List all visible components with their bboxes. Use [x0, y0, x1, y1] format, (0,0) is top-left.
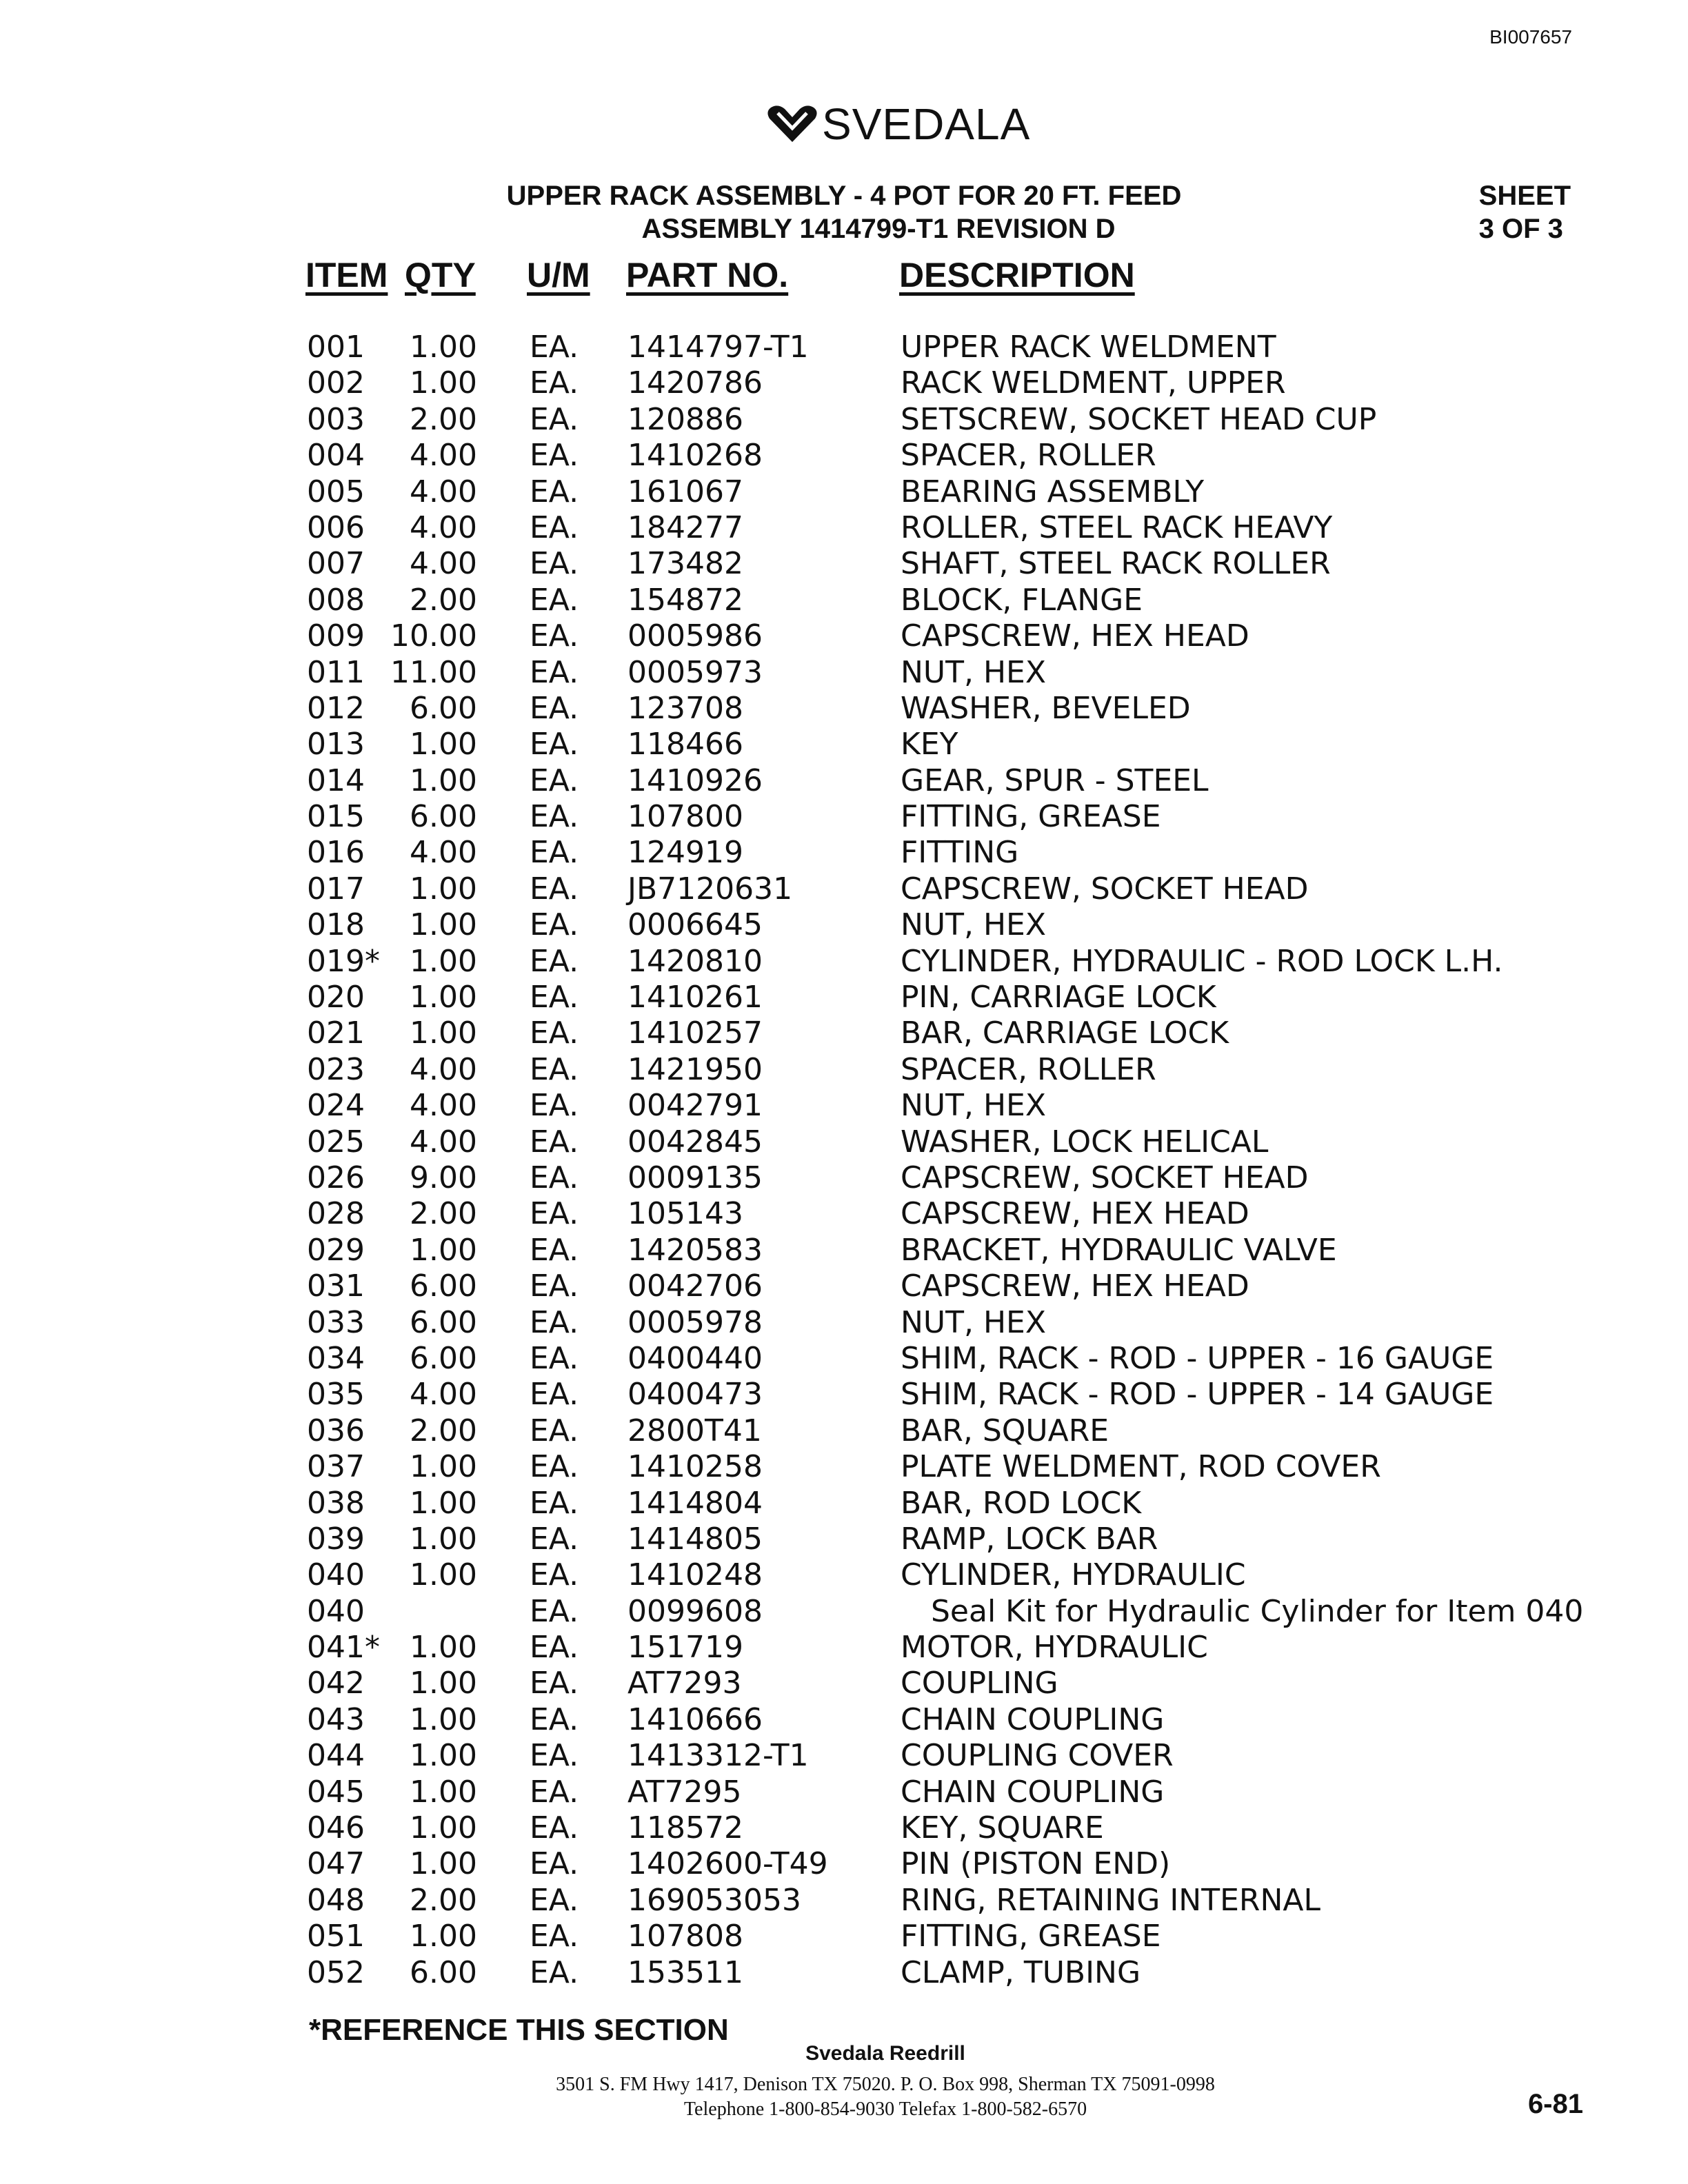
table-row	[0, 1557, 1688, 1593]
table-row	[0, 402, 1688, 438]
item-description: WASHER, BEVELED	[901, 690, 1191, 726]
item-unit: EA.	[530, 690, 579, 726]
item-part-number: 1410248	[627, 1557, 763, 1593]
item-number: 017	[307, 871, 365, 907]
table-row	[0, 1919, 1688, 1954]
item-quantity: 1.00	[410, 1015, 477, 1051]
item-number: 043	[307, 1701, 365, 1737]
table-row	[0, 763, 1688, 799]
item-unit: EA.	[530, 1593, 579, 1629]
table-row	[0, 1883, 1688, 1919]
item-part-number: 123708	[627, 690, 743, 726]
item-description: BAR, CARRIAGE LOCK	[901, 1015, 1229, 1051]
item-description: GEAR, SPUR - STEEL	[901, 762, 1209, 798]
sheet-count: 3 OF 3	[1478, 214, 1563, 244]
item-part-number: 0099608	[627, 1593, 763, 1629]
item-part-number: 107808	[627, 1919, 743, 1954]
table-row	[0, 546, 1688, 582]
item-unit: EA.	[530, 1449, 579, 1485]
item-part-number: 107800	[627, 799, 743, 835]
item-number: 004	[307, 438, 365, 474]
item-description: PLATE WELDMENT, ROD COVER	[901, 1449, 1381, 1485]
company-name: Svedala Reedrill	[805, 2042, 965, 2065]
item-unit: EA.	[530, 1413, 579, 1448]
table-row	[0, 438, 1688, 474]
item-unit: EA.	[530, 330, 579, 365]
item-number: 026	[307, 1160, 365, 1195]
svedala-heart-logo-icon	[765, 103, 819, 145]
item-description: CAPSCREW, SOCKET HEAD	[901, 871, 1309, 907]
item-description: KEY	[901, 727, 958, 762]
item-part-number: 1410261	[627, 980, 763, 1015]
item-quantity: 1.00	[410, 1810, 477, 1846]
item-unit: EA.	[530, 1810, 579, 1846]
table-row	[0, 1052, 1688, 1088]
table-row	[0, 980, 1688, 1015]
item-quantity: 4.00	[410, 546, 477, 582]
item-part-number: 0005978	[627, 1304, 763, 1340]
item-number: 003	[307, 401, 365, 437]
item-number: 047	[307, 1846, 365, 1882]
item-unit: EA.	[530, 1666, 579, 1701]
item-number: 039	[307, 1521, 365, 1557]
table-row	[0, 944, 1688, 980]
table-row	[0, 1377, 1688, 1413]
item-unit: EA.	[530, 509, 579, 545]
assembly-title	[0, 179, 1688, 245]
item-number: 001	[307, 330, 365, 365]
item-unit: EA.	[530, 835, 579, 871]
item-description: RAMP, LOCK BAR	[901, 1521, 1158, 1557]
item-part-number: 2800T41	[627, 1413, 762, 1448]
item-unit: EA.	[530, 1521, 579, 1557]
item-number: 031	[307, 1268, 365, 1304]
item-quantity: 1.00	[410, 330, 477, 365]
item-unit: EA.	[530, 980, 579, 1015]
item-quantity: 6.00	[410, 1304, 477, 1340]
header-um: U/M	[527, 256, 590, 294]
item-description: CAPSCREW, HEX HEAD	[901, 618, 1249, 654]
item-number: 046	[307, 1810, 365, 1846]
item-unit: EA.	[530, 1919, 579, 1954]
item-unit: EA.	[530, 365, 579, 401]
item-number: 029	[307, 1232, 365, 1268]
item-description: CHAIN COUPLING	[901, 1701, 1165, 1737]
table-row	[0, 1775, 1688, 1810]
item-description: SHIM, RACK - ROD - UPPER - 16 GAUGE	[901, 1340, 1494, 1376]
item-number: 002	[307, 365, 365, 401]
item-number: 015	[307, 799, 365, 835]
item-part-number: 1421950	[627, 1051, 763, 1087]
item-part-number: AT7293	[627, 1666, 742, 1701]
item-description: NUT, HEX	[901, 907, 1046, 943]
item-number: 006	[307, 509, 365, 545]
item-description: WASHER, LOCK HELICAL	[901, 1124, 1269, 1160]
item-number: 052	[307, 1954, 365, 1990]
table-row	[0, 330, 1688, 365]
item-part-number: 120886	[627, 401, 743, 437]
item-part-number: 154872	[627, 582, 743, 618]
item-part-number: 153511	[627, 1954, 743, 1990]
item-quantity: 1.00	[410, 980, 477, 1015]
item-unit: EA.	[530, 1630, 579, 1666]
item-number: 051	[307, 1919, 365, 1954]
item-part-number: 0005986	[627, 618, 763, 654]
item-unit: EA.	[530, 1701, 579, 1737]
item-unit: EA.	[530, 401, 579, 437]
item-part-number: 1410268	[627, 438, 763, 474]
item-description: COUPLING	[901, 1666, 1058, 1701]
item-part-number: 1420786	[627, 365, 763, 401]
item-unit: EA.	[530, 618, 579, 654]
table-row	[0, 727, 1688, 762]
item-quantity: 9.00	[410, 1160, 477, 1195]
table-row	[0, 1160, 1688, 1196]
item-unit: EA.	[530, 1124, 579, 1160]
item-part-number: 169053053	[627, 1882, 801, 1918]
item-description: CYLINDER, HYDRAULIC	[901, 1557, 1246, 1593]
brand-logo	[765, 97, 1030, 152]
item-quantity: 6.00	[410, 1340, 477, 1376]
item-number: 035	[307, 1377, 365, 1413]
item-part-number: 1414805	[627, 1521, 763, 1557]
item-description: CAPSCREW, SOCKET HEAD	[901, 1160, 1309, 1195]
item-number: 044	[307, 1738, 365, 1774]
item-part-number: 173482	[627, 546, 743, 582]
company-address	[41, 2072, 1688, 2122]
table-row	[0, 835, 1688, 871]
item-part-number: 118466	[627, 727, 743, 762]
item-quantity: 4.00	[410, 474, 477, 509]
item-quantity: 1.00	[410, 1557, 477, 1593]
table-row	[0, 618, 1688, 654]
item-quantity: 1.00	[410, 1919, 477, 1954]
item-part-number: 0042845	[627, 1124, 763, 1160]
table-row	[0, 1666, 1688, 1701]
item-number: 021	[307, 1015, 365, 1051]
item-number: 041*	[307, 1630, 380, 1666]
item-unit: EA.	[530, 1485, 579, 1521]
item-number: 038	[307, 1485, 365, 1521]
item-quantity: 1.00	[410, 1701, 477, 1737]
item-part-number: 105143	[627, 1196, 743, 1232]
item-description: COUPLING COVER	[901, 1738, 1174, 1774]
address-line-1: 3501 S. FM Hwy 1417, Denison TX 75020. P. O. Box 998, Sherman TX 75091-0998	[556, 2074, 1215, 2095]
item-part-number: 1420583	[627, 1232, 763, 1268]
item-part-number: 1420810	[627, 943, 763, 979]
item-unit: EA.	[530, 582, 579, 618]
item-description: FITTING, GREASE	[901, 799, 1161, 835]
address-line-2: Telephone 1-800-854-9030 Telefax 1-800-582-6570	[683, 2099, 1087, 2120]
table-row	[0, 1846, 1688, 1882]
table-row	[0, 1810, 1688, 1846]
item-quantity: 1.00	[410, 943, 477, 979]
item-unit: EA.	[530, 907, 579, 943]
item-unit: EA.	[530, 943, 579, 979]
table-row	[0, 655, 1688, 691]
item-number: 033	[307, 1304, 365, 1340]
item-description: PIN, CARRIAGE LOCK	[901, 980, 1216, 1015]
item-description: NUT, HEX	[901, 1304, 1046, 1340]
item-quantity: 2.00	[410, 1196, 477, 1232]
item-quantity: 1.00	[410, 1449, 477, 1485]
table-row	[0, 1268, 1688, 1304]
item-quantity: 1.00	[410, 762, 477, 798]
item-quantity: 1.00	[410, 1738, 477, 1774]
item-description: BRACKET, HYDRAULIC VALVE	[901, 1232, 1337, 1268]
table-row	[0, 1196, 1688, 1232]
item-quantity: 2.00	[410, 1413, 477, 1448]
page-number: 6-81	[1527, 2089, 1583, 2119]
item-part-number: 1410666	[627, 1701, 763, 1737]
item-number: 011	[307, 654, 365, 690]
item-part-number: 1414804	[627, 1485, 763, 1521]
item-description: NUT, HEX	[901, 1088, 1046, 1124]
item-quantity: 1.00	[410, 1232, 477, 1268]
item-description: KEY, SQUARE	[901, 1810, 1104, 1846]
item-number: 042	[307, 1666, 365, 1701]
item-description: ROLLER, STEEL RACK HEAVY	[901, 509, 1333, 545]
item-description: MOTOR, HYDRAULIC	[901, 1630, 1208, 1666]
item-number: 014	[307, 762, 365, 798]
item-quantity: 10.00	[390, 618, 477, 654]
item-part-number: 184277	[627, 509, 743, 545]
item-quantity: 4.00	[410, 438, 477, 474]
item-part-number: 1414797-T1	[627, 330, 809, 365]
item-unit: EA.	[530, 546, 579, 582]
item-quantity: 1.00	[410, 727, 477, 762]
item-unit: EA.	[530, 438, 579, 474]
item-description: SHIM, RACK - ROD - UPPER - 14 GAUGE	[901, 1377, 1494, 1413]
item-description: BAR, ROD LOCK	[901, 1485, 1142, 1521]
item-quantity: 1.00	[410, 1521, 477, 1557]
item-number: 040	[307, 1593, 365, 1629]
item-number: 019*	[307, 943, 380, 979]
item-number: 025	[307, 1124, 365, 1160]
parts-list	[0, 330, 1688, 1991]
table-row	[0, 1702, 1688, 1738]
item-unit: EA.	[530, 871, 579, 907]
item-quantity: 6.00	[410, 690, 477, 726]
item-number: 048	[307, 1882, 365, 1918]
item-number: 024	[307, 1088, 365, 1124]
item-unit: EA.	[530, 1774, 579, 1810]
item-number: 005	[307, 474, 365, 509]
header-qty: QTY	[405, 256, 476, 294]
item-quantity: 4.00	[410, 1124, 477, 1160]
item-part-number: 151719	[627, 1630, 743, 1666]
table-row	[0, 1015, 1688, 1051]
table-row	[0, 691, 1688, 727]
item-number: 013	[307, 727, 365, 762]
item-quantity: 1.00	[410, 365, 477, 401]
item-part-number: 1410926	[627, 762, 763, 798]
item-number: 023	[307, 1051, 365, 1087]
item-description: SPACER, ROLLER	[901, 438, 1156, 474]
item-part-number: 161067	[627, 474, 743, 509]
item-description: FITTING, GREASE	[901, 1919, 1161, 1954]
item-quantity: 1.00	[410, 1846, 477, 1882]
table-row	[0, 1124, 1688, 1160]
item-number: 008	[307, 582, 365, 618]
item-quantity: 4.00	[410, 1088, 477, 1124]
item-part-number: 0005973	[627, 654, 763, 690]
item-number: 037	[307, 1449, 365, 1485]
item-description: SETSCREW, SOCKET HEAD CUP	[901, 401, 1377, 437]
item-unit: EA.	[530, 1160, 579, 1195]
item-quantity: 1.00	[410, 1666, 477, 1701]
item-description: NUT, HEX	[901, 654, 1046, 690]
item-unit: EA.	[530, 1340, 579, 1376]
table-row	[0, 1521, 1688, 1557]
item-unit: EA.	[530, 1738, 579, 1774]
item-description: UPPER RACK WELDMENT	[901, 330, 1276, 365]
table-row	[0, 871, 1688, 907]
item-unit: EA.	[530, 1882, 579, 1918]
item-part-number: 1413312-T1	[627, 1738, 809, 1774]
item-part-number: 0006645	[627, 907, 763, 943]
item-number: 034	[307, 1340, 365, 1376]
item-part-number: 118572	[627, 1810, 743, 1846]
item-part-number: 1410257	[627, 1015, 763, 1051]
item-unit: EA.	[530, 1557, 579, 1593]
item-description: PIN (PISTON END)	[901, 1846, 1171, 1882]
item-quantity: 2.00	[410, 582, 477, 618]
item-number: 045	[307, 1774, 365, 1810]
table-row	[0, 583, 1688, 618]
header-description: DESCRIPTION	[899, 256, 1135, 294]
sheet-label: SHEET	[1478, 181, 1571, 211]
table-row	[0, 1413, 1688, 1449]
item-part-number: 1402600-T49	[627, 1846, 828, 1882]
item-quantity: 1.00	[410, 1630, 477, 1666]
item-unit: EA.	[530, 1088, 579, 1124]
item-description: CYLINDER, HYDRAULIC - ROD LOCK L.H.	[901, 943, 1503, 979]
table-row	[0, 1449, 1688, 1485]
item-quantity: 1.00	[410, 1485, 477, 1521]
item-description: CHAIN COUPLING	[901, 1774, 1165, 1810]
sheet-indicator	[1479, 179, 1571, 245]
item-unit: EA.	[530, 654, 579, 690]
item-unit: EA.	[530, 1051, 579, 1087]
item-unit: EA.	[530, 762, 579, 798]
item-quantity: 1.00	[410, 1774, 477, 1810]
title-line-1: UPPER RACK ASSEMBLY - 4 POT FOR 20 FT. FEED	[506, 181, 1182, 211]
item-unit: EA.	[530, 1196, 579, 1232]
item-quantity: 2.00	[410, 401, 477, 437]
item-number: 018	[307, 907, 365, 943]
item-quantity: 6.00	[410, 799, 477, 835]
item-number: 028	[307, 1196, 365, 1232]
table-row	[0, 1955, 1688, 1991]
table-row	[0, 1594, 1688, 1630]
item-quantity: 4.00	[410, 509, 477, 545]
item-part-number: AT7295	[627, 1774, 742, 1810]
item-quantity: 4.00	[410, 1377, 477, 1413]
item-description: FITTING	[901, 835, 1019, 871]
item-quantity: 6.00	[410, 1268, 477, 1304]
item-description: Seal Kit for Hydraulic Cylinder for Item 040	[931, 1593, 1584, 1629]
item-part-number: 0042706	[627, 1268, 763, 1304]
item-quantity: 4.00	[410, 835, 477, 871]
item-unit: EA.	[530, 1304, 579, 1340]
item-description: BLOCK, FLANGE	[901, 582, 1143, 618]
table-row	[0, 1088, 1688, 1124]
item-unit: EA.	[530, 1015, 579, 1051]
item-description: SPACER, ROLLER	[901, 1051, 1156, 1087]
item-part-number: 0400440	[627, 1340, 763, 1376]
table-row	[0, 1233, 1688, 1268]
table-row	[0, 1738, 1688, 1774]
table-row	[0, 474, 1688, 510]
title-line-2: ASSEMBLY 1414799-T1 REVISION D	[641, 214, 1116, 244]
item-part-number: 1410258	[627, 1449, 763, 1485]
item-description: CLAMP, TUBING	[901, 1954, 1141, 1990]
table-row	[0, 907, 1688, 943]
item-description: CAPSCREW, HEX HEAD	[901, 1196, 1249, 1232]
item-description: SHAFT, STEEL RACK ROLLER	[901, 546, 1331, 582]
item-unit: EA.	[530, 1232, 579, 1268]
item-part-number: 0042791	[627, 1088, 763, 1124]
item-quantity: 2.00	[410, 1882, 477, 1918]
item-unit: EA.	[530, 1377, 579, 1413]
item-unit: EA.	[530, 474, 579, 509]
item-quantity: 4.00	[410, 1051, 477, 1087]
reference-note: *REFERENCE THIS SECTION	[309, 2013, 729, 2047]
item-number: 009	[307, 618, 365, 654]
item-unit: EA.	[530, 1268, 579, 1304]
item-number: 016	[307, 835, 365, 871]
item-unit: EA.	[530, 727, 579, 762]
item-part-number: 0009135	[627, 1160, 763, 1195]
brand-name: SVEDALA	[822, 99, 1031, 149]
item-part-number: JB7120631	[627, 871, 793, 907]
item-description: BEARING ASSEMBLY	[901, 474, 1205, 509]
item-unit: EA.	[530, 799, 579, 835]
item-number: 012	[307, 690, 365, 726]
item-number: 020	[307, 980, 365, 1015]
item-quantity: 6.00	[410, 1954, 477, 1990]
table-row	[0, 1486, 1688, 1521]
header-item: ITEM	[305, 256, 388, 294]
item-part-number: 0400473	[627, 1377, 763, 1413]
item-quantity: 1.00	[410, 907, 477, 943]
item-quantity: 11.00	[390, 654, 477, 690]
item-quantity: 1.00	[410, 871, 477, 907]
table-row	[0, 1630, 1688, 1666]
item-number: 036	[307, 1413, 365, 1448]
table-row	[0, 1341, 1688, 1377]
item-number: 040	[307, 1557, 365, 1593]
item-description: BAR, SQUARE	[901, 1413, 1109, 1448]
table-row	[0, 1305, 1688, 1341]
item-unit: EA.	[530, 1846, 579, 1882]
table-row	[0, 799, 1688, 835]
item-description: RACK WELDMENT, UPPER	[901, 365, 1286, 401]
table-row	[0, 510, 1688, 546]
item-description: RING, RETAINING INTERNAL	[901, 1882, 1320, 1918]
item-part-number: 124919	[627, 835, 743, 871]
item-unit: EA.	[530, 1954, 579, 1990]
document-id: BI007657	[1489, 26, 1572, 48]
item-description: CAPSCREW, HEX HEAD	[901, 1268, 1249, 1304]
table-row	[0, 365, 1688, 401]
header-part-no: PART NO.	[626, 256, 789, 294]
item-number: 007	[307, 546, 365, 582]
